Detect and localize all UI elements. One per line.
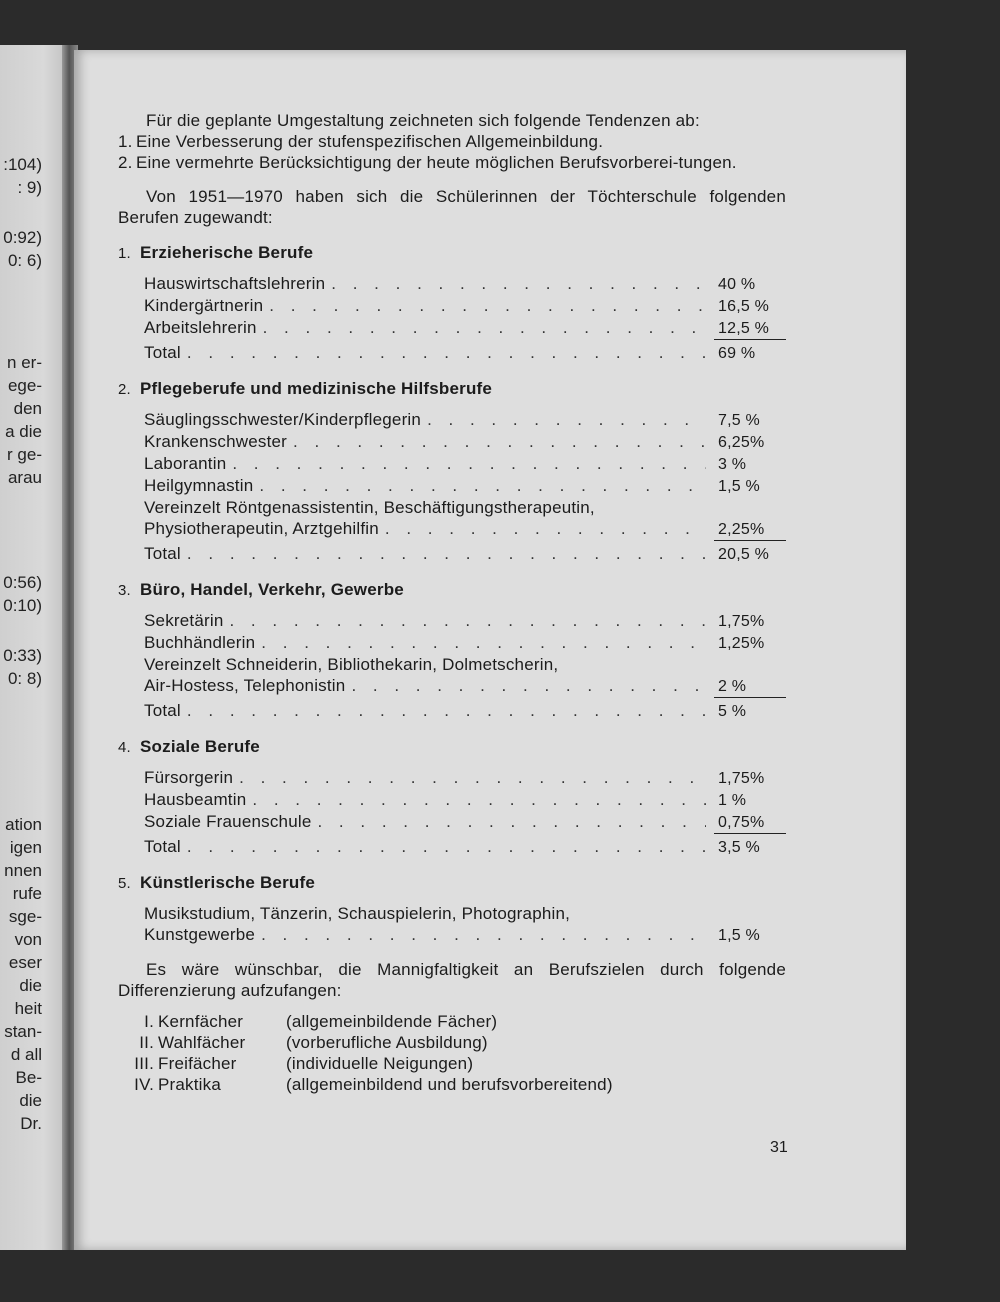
- entry-value: 6,25%: [718, 434, 765, 451]
- section-title: Pflegeberufe und medizinische Hilfsberufe: [140, 379, 493, 398]
- subject-name: Praktika: [158, 1075, 222, 1094]
- entry-extra-line: Musikstudium, Tänzerin, Schauspielerin, Photographin,: [144, 904, 571, 923]
- entry-value: 2 %: [714, 676, 786, 698]
- entry-extra-line: Vereinzelt Röntgenassistentin, Beschäftigungstherapeutin,: [144, 498, 595, 517]
- subject-name: Kernfächer: [158, 1012, 244, 1031]
- left-page-fragment: a die: [5, 422, 42, 441]
- left-page-fragment: n er-: [7, 353, 42, 372]
- section-title: Büro, Handel, Verkehr, Gewerbe: [140, 580, 404, 599]
- left-page-fragment: arau: [7, 468, 42, 487]
- list-item: [144, 409, 786, 431]
- total-row: [144, 700, 786, 722]
- list-item: [128, 1032, 786, 1053]
- entry-label: Fürsorgerin: [144, 768, 234, 787]
- left-page-fragment: :104): [3, 155, 42, 174]
- entry-value: 1,75%: [718, 770, 765, 787]
- intro-item: [118, 131, 786, 152]
- section-heading: [118, 242, 786, 264]
- left-page-fragment: die: [19, 976, 42, 995]
- entry-label: Kindergärtnerin: [144, 296, 264, 315]
- section-entries: [144, 610, 786, 722]
- entry-value: 16,5 %: [718, 298, 770, 315]
- intro-item-text: Eine vermehrte Berücksichtigung der heute möglichen Berufsvorberei-tungen.: [136, 153, 737, 172]
- list-item: [144, 675, 786, 698]
- subject-description: (vorberufliche Ausbildung): [286, 1033, 488, 1052]
- left-page-fragment: 0:92): [3, 228, 42, 247]
- intro-item-text: Eine Verbesserung der stufenspezifischen Allgemeinbildung.: [136, 132, 604, 151]
- total-value: 20,5 %: [718, 546, 770, 563]
- section-number: 3.: [118, 582, 131, 599]
- left-page-fragment: : 9): [17, 178, 42, 197]
- left-page-fragment: ege-: [7, 376, 42, 395]
- entry-label: Sekretärin: [144, 611, 224, 630]
- list-item: [144, 518, 786, 541]
- entry-label: Laborantin: [144, 454, 227, 473]
- subject-name: Freifächer: [158, 1054, 237, 1073]
- left-page-fragment: von: [14, 930, 42, 949]
- total-value: 3,5 %: [718, 839, 760, 856]
- entry-label: Air-Hostess, Telephonistin: [144, 676, 346, 695]
- list-item: [144, 789, 786, 811]
- total-value: 69 %: [718, 345, 756, 362]
- total-label: Total: [144, 837, 181, 856]
- entry-label: Buchhändlerin: [144, 633, 256, 652]
- subject-description: (individuelle Neigungen): [286, 1054, 474, 1073]
- section-number: 1.: [118, 245, 131, 262]
- list-item: [144, 317, 786, 340]
- entry-label: Arbeitslehrerin: [144, 318, 257, 337]
- section-heading: [118, 579, 786, 601]
- closing-paragraph: Es wäre wünschbar, die Mannigfaltigkeit an Berufszielen durch folgende Differenzierung aufzufangen:: [118, 960, 786, 1000]
- entry-value: 2,25%: [714, 519, 786, 541]
- left-page-fragment: 0:56): [3, 573, 42, 592]
- left-page-fragment: 0:10): [3, 596, 42, 615]
- intro-item-number: 2.: [118, 153, 133, 172]
- entry-value: 40 %: [718, 276, 756, 293]
- total-value: 5 %: [718, 703, 747, 720]
- entry-label: Hauswirtschaftslehrerin: [144, 274, 326, 293]
- roman-numeral: III.: [134, 1054, 154, 1073]
- section-entries: [144, 273, 786, 364]
- page-content: [118, 110, 786, 1095]
- entry-label: Säuglingsschwester/Kinderpflegerin: [144, 410, 422, 429]
- left-page-fragment: d all: [10, 1045, 42, 1064]
- roman-numeral: IV.: [134, 1075, 154, 1094]
- left-page-fragment: r ge-: [7, 445, 42, 464]
- entry-label: Kunstgewerbe: [144, 925, 256, 944]
- list-item: [128, 1074, 786, 1095]
- section-number: 4.: [118, 739, 131, 756]
- entry-label: Hausbeamtin: [144, 790, 247, 809]
- roman-numeral: II.: [139, 1033, 154, 1052]
- entry-value: 0,75%: [714, 812, 786, 834]
- subject-description: (allgemeinbildende Fächer): [286, 1012, 498, 1031]
- entry-value: 1,75%: [718, 613, 765, 630]
- list-item: [144, 273, 786, 295]
- differentiation-list: [128, 1011, 786, 1095]
- left-page-fragment: stan-: [4, 1022, 42, 1041]
- list-item: [144, 431, 786, 453]
- list-item: [144, 924, 786, 946]
- list-item: [144, 453, 786, 475]
- entry-value: 1,5 %: [718, 478, 760, 495]
- left-page-fragment: sge-: [8, 907, 42, 926]
- left-page-fragment: Dr.: [20, 1114, 42, 1133]
- list-item: [144, 610, 786, 632]
- list-item: [144, 811, 786, 834]
- section-entries: [144, 409, 786, 565]
- left-page-fragment: ation: [5, 815, 42, 834]
- intro-item-number: 1.: [118, 132, 133, 151]
- section-entries: [144, 767, 786, 858]
- section-heading: [118, 736, 786, 758]
- intro-item: [118, 152, 786, 173]
- entry-extra-line: Vereinzelt Schneiderin, Bibliothekarin, Dolmetscherin,: [144, 655, 559, 674]
- entry-value: 12,5 %: [714, 318, 786, 340]
- entry-value: 3 %: [718, 456, 747, 473]
- left-page-fragment: igen: [9, 838, 42, 857]
- left-page-fragment: heit: [14, 999, 42, 1018]
- section-heading: [118, 378, 786, 400]
- list-item: [144, 767, 786, 789]
- total-row: [144, 836, 786, 858]
- section-number: 5.: [118, 875, 131, 892]
- total-label: Total: [144, 544, 181, 563]
- left-page-fragment: den: [13, 399, 42, 418]
- left-page-fragment: rufe: [12, 884, 42, 903]
- page-number: 31: [770, 1139, 788, 1156]
- entry-value: 1,5 %: [718, 927, 760, 944]
- entry-label: Krankenschwester: [144, 432, 288, 451]
- list-item: [144, 295, 786, 317]
- entry-label: Heilgymnastin: [144, 476, 254, 495]
- entry-label: Physiotherapeutin, Arztgehilfin: [144, 519, 379, 538]
- roman-numeral: I.: [144, 1012, 154, 1031]
- section-number: 2.: [118, 381, 131, 398]
- list-item: [144, 632, 786, 654]
- total-label: Total: [144, 701, 181, 720]
- left-page-fragment: eser: [8, 953, 42, 972]
- total-label: Total: [144, 343, 181, 362]
- left-page-fragment: 0: 8): [7, 669, 42, 688]
- left-page-fragment: Be-: [15, 1068, 42, 1087]
- section-heading: [118, 872, 786, 894]
- section-title: Soziale Berufe: [140, 737, 260, 756]
- total-row: [144, 543, 786, 565]
- subject-description: (allgemeinbildend und berufsvorbereitend): [286, 1075, 613, 1094]
- list-item: [128, 1011, 786, 1032]
- intro-paragraph: Von 1951—1970 haben sich die Schülerinnen der Töchterschule folgenden Berufen zugewandt:: [118, 187, 786, 227]
- list-item: [128, 1053, 786, 1074]
- entry-label: Soziale Frauenschule: [144, 812, 312, 831]
- left-page-fragment: 0:33): [3, 646, 42, 665]
- section-title: Erzieherische Berufe: [140, 243, 314, 262]
- subject-name: Wahlfächer: [158, 1033, 246, 1052]
- section-title: Künstlerische Berufe: [140, 873, 315, 892]
- left-page-fragment: 0: 6): [7, 251, 42, 270]
- intro-lead: Für die geplante Umgestaltung zeichneten sich folgende Tendenzen ab:: [146, 111, 700, 130]
- section-entries: [144, 903, 786, 946]
- entry-value: 7,5 %: [718, 412, 760, 429]
- entry-value: 1 %: [718, 792, 747, 809]
- left-page-fragment: die: [19, 1091, 42, 1110]
- entry-value: 1,25%: [718, 635, 765, 652]
- document-page: [74, 50, 906, 1250]
- list-item: [144, 475, 786, 497]
- left-page-fragment: nnen: [4, 861, 42, 880]
- total-row: [144, 342, 786, 364]
